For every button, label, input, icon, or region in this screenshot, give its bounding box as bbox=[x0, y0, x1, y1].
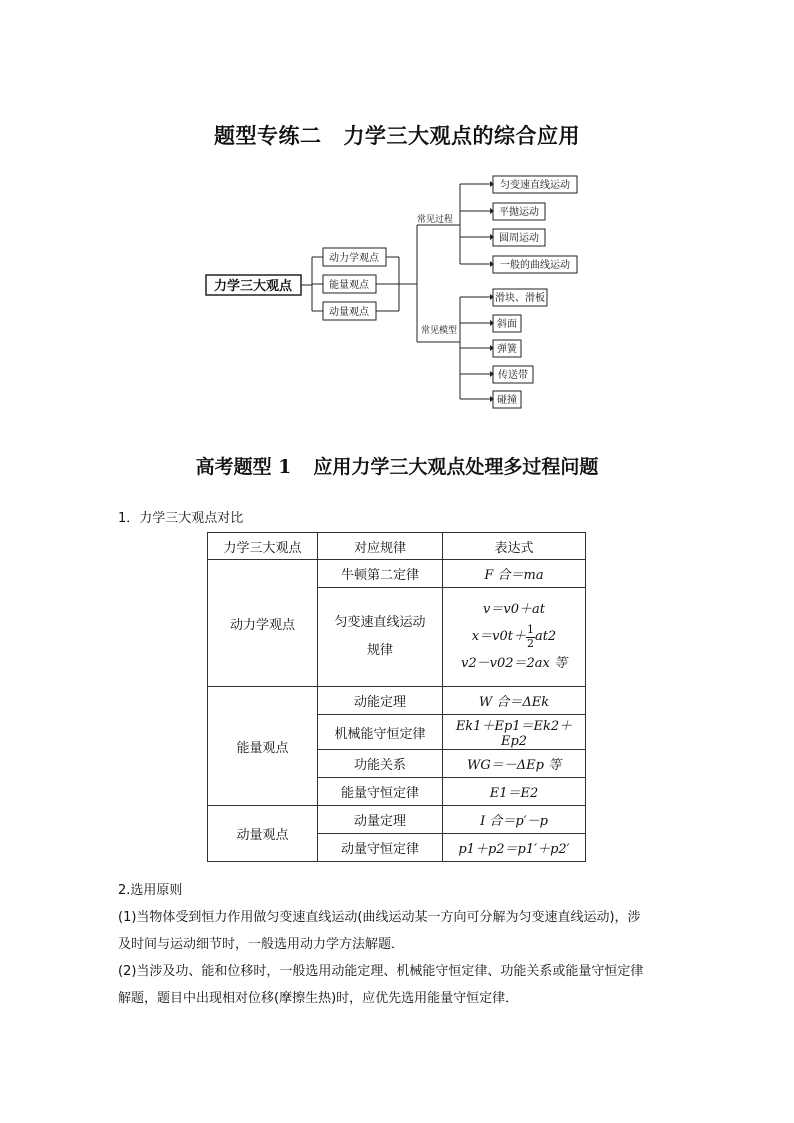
law-cell: 牛顿第二定律 bbox=[318, 560, 443, 588]
model-label-4: 传送带 bbox=[498, 370, 528, 381]
formula-cell: W 合＝ΔEk bbox=[443, 687, 586, 715]
formula-cell: Ek1＋Ep1＝Ek2＋Ep2 bbox=[443, 715, 586, 750]
law-cell: 动量守恒定律 bbox=[318, 834, 443, 862]
law-cell: 机械能守恒定律 bbox=[318, 715, 443, 750]
formula-v2: v2－v02＝2ax 等 bbox=[461, 655, 567, 671]
view-label-dynamics: 动力学观点 bbox=[329, 253, 379, 264]
group-cell: 动量观点 bbox=[208, 806, 318, 862]
formula-x-part: x＝v0t＋ bbox=[471, 629, 526, 645]
branch-label-process: 常见过程 bbox=[417, 215, 454, 225]
paragraph-line: 及时间与运动细节时，一般选用动力学方法解题． bbox=[118, 937, 405, 952]
table-row bbox=[208, 806, 586, 834]
page-title bbox=[0, 120, 794, 150]
title-part1: 题型专练二 bbox=[214, 123, 322, 148]
paragraph-line: (2)当涉及功、能和位移时，一般选用动能定理、机械能守恒定律、功能关系或能量守恒定律 bbox=[118, 964, 644, 979]
model-label-2: 斜面 bbox=[497, 319, 517, 330]
law-line: 匀变速直线运动 bbox=[334, 615, 426, 630]
section1-heading: 1．力学三大观点对比 bbox=[118, 511, 244, 526]
subtitle-part1: 高考题型 1 bbox=[195, 456, 292, 478]
law-line: 规律 bbox=[366, 643, 393, 658]
law-cell bbox=[318, 588, 443, 687]
header-cell: 力学三大观点 bbox=[208, 533, 318, 560]
law-cell: 动能定理 bbox=[318, 687, 443, 715]
group-cell: 能量观点 bbox=[208, 687, 318, 806]
formula-v: v＝v0＋at bbox=[483, 601, 545, 617]
branch-label-model: 常见模型 bbox=[421, 326, 458, 336]
formula-cell: E1＝E2 bbox=[443, 778, 586, 806]
fraction bbox=[526, 624, 535, 649]
paragraph-1 bbox=[118, 904, 688, 958]
formula-cell: p1＋p2＝p1′＋p2′ bbox=[443, 834, 586, 862]
process-label-3: 圆周运动 bbox=[499, 233, 539, 244]
group-cell: 动力学观点 bbox=[208, 560, 318, 687]
law-cell: 能量守恒定律 bbox=[318, 778, 443, 806]
formula-cell bbox=[443, 588, 586, 687]
formula-x bbox=[443, 624, 585, 649]
view-label-momentum: 动量观点 bbox=[329, 307, 369, 318]
formula-cell: F 合＝ma bbox=[443, 560, 586, 588]
section-title bbox=[0, 452, 794, 479]
comparison-table bbox=[207, 532, 586, 862]
concept-diagram bbox=[0, 165, 794, 415]
fraction-denominator: 2 bbox=[526, 636, 534, 650]
formula-cell: WG＝－ΔEp 等 bbox=[443, 750, 586, 778]
table-header-row bbox=[208, 533, 586, 560]
paragraph-2 bbox=[118, 958, 688, 1012]
formula-cell: I 合＝p′－p bbox=[443, 806, 586, 834]
paragraph-line: (1)当物体受到恒力作用做匀变速直线运动(曲线运动某一方向可分解为匀变速直线运动)，涉 bbox=[118, 910, 641, 925]
formula-x-part: at2 bbox=[534, 629, 557, 645]
process-label-1: 匀变速直线运动 bbox=[500, 180, 570, 191]
process-label-2: 平抛运动 bbox=[499, 207, 539, 218]
process-label-4: 一般的曲线运动 bbox=[500, 260, 570, 271]
subtitle-part2: 应用力学三大观点处理多过程问题 bbox=[313, 456, 599, 478]
header-cell: 对应规律 bbox=[318, 533, 443, 560]
table-row bbox=[208, 687, 586, 715]
table-row bbox=[208, 560, 586, 588]
section2-heading: 2.选用原则 bbox=[118, 883, 183, 898]
view-label-energy: 能量观点 bbox=[329, 280, 369, 291]
law-cell: 动量定理 bbox=[318, 806, 443, 834]
law-cell: 功能关系 bbox=[318, 750, 443, 778]
paragraph-line: 解题，题目中出现相对位移(摩擦生热)时，应优先选用能量守恒定律． bbox=[118, 991, 519, 1006]
model-label-1: 滑块、滑板 bbox=[495, 293, 545, 304]
model-label-5: 碰撞 bbox=[497, 395, 517, 406]
title-part2: 力学三大观点的综合应用 bbox=[343, 123, 580, 148]
model-label-3: 弹簧 bbox=[497, 344, 517, 355]
fraction-numerator: 1 bbox=[526, 623, 534, 637]
root-label: 力学三大观点 bbox=[213, 279, 293, 294]
header-cell: 表达式 bbox=[443, 533, 586, 560]
